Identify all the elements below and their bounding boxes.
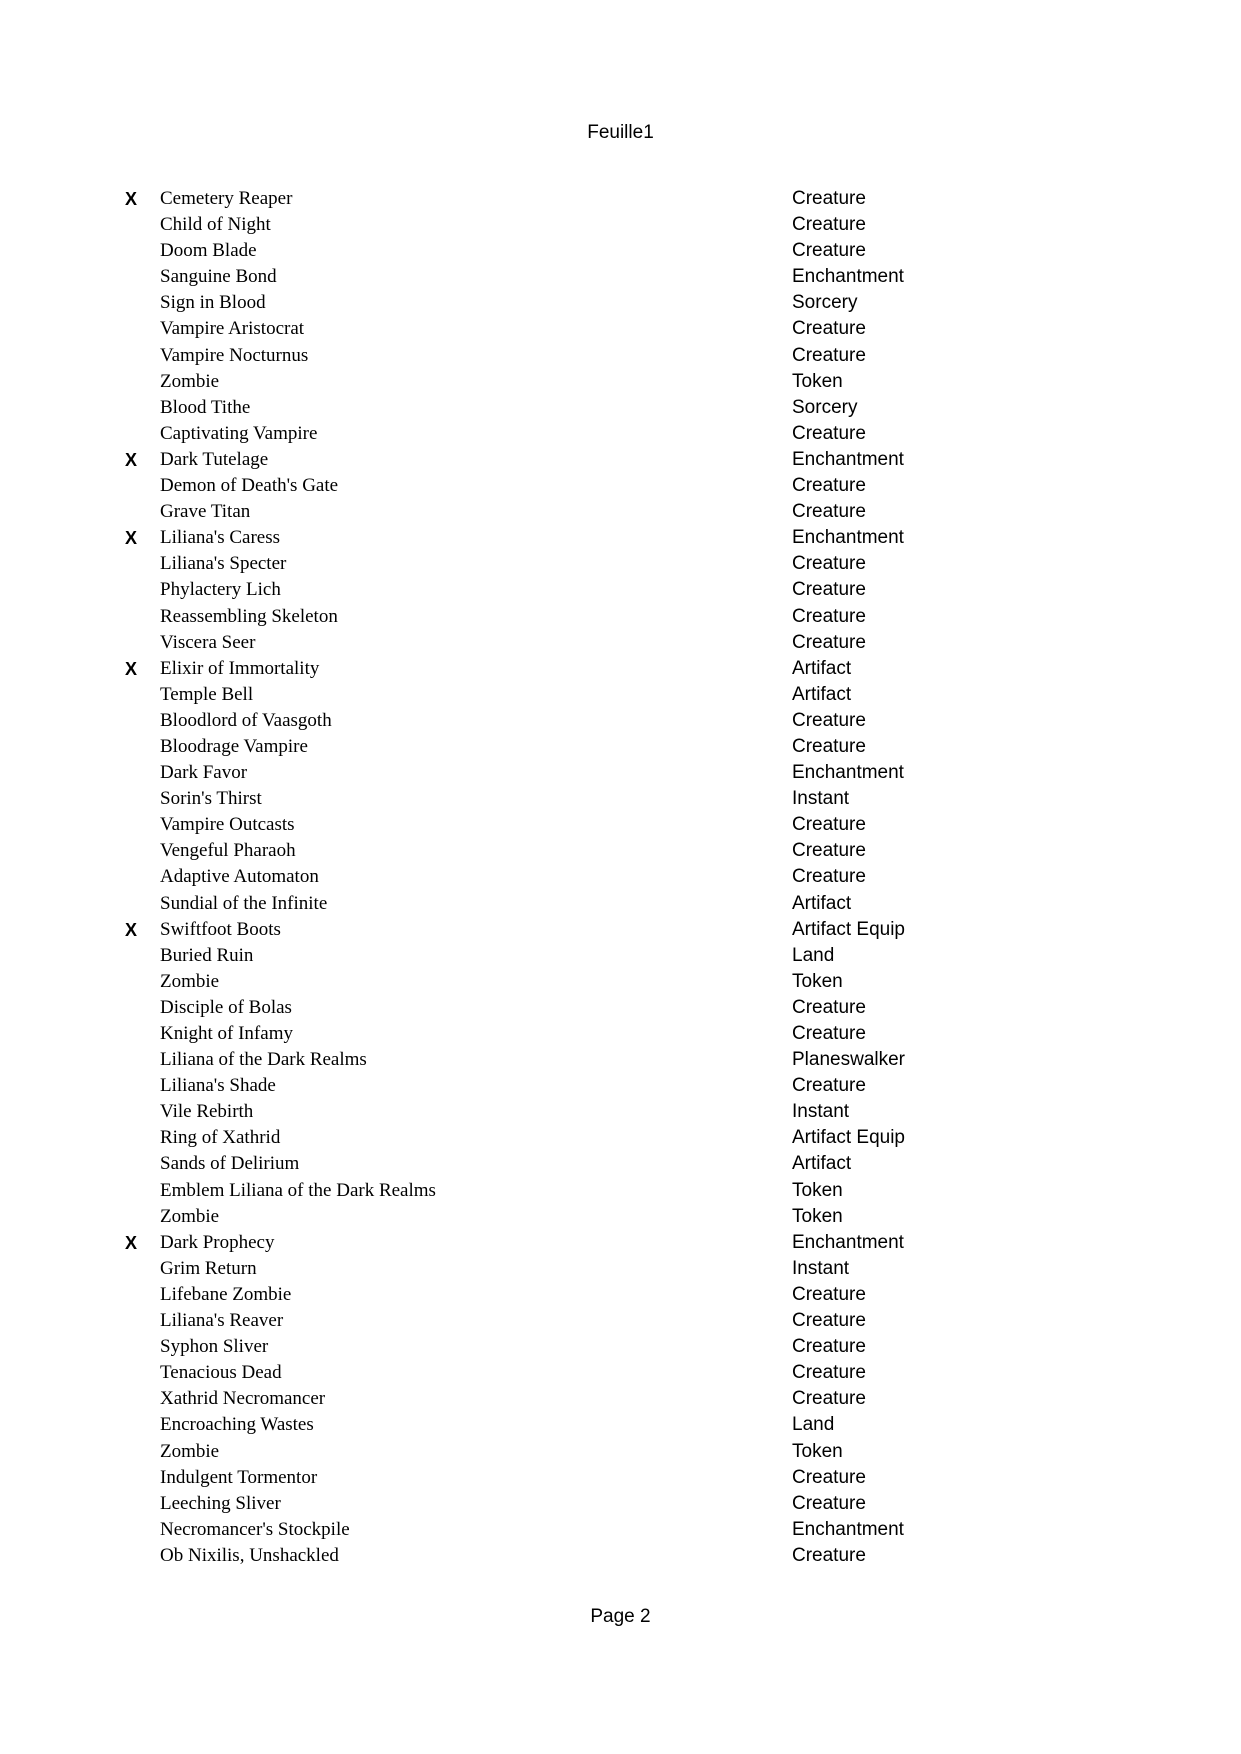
table-row bbox=[0, 1439, 1241, 1465]
card-type: Creature bbox=[792, 318, 866, 340]
table-row bbox=[0, 343, 1241, 369]
table-row bbox=[0, 1386, 1241, 1412]
table-row bbox=[0, 1334, 1241, 1360]
table-row bbox=[0, 1517, 1241, 1543]
checked-mark: X bbox=[125, 189, 138, 209]
card-type: Instant bbox=[792, 1101, 850, 1123]
card-type: Creature bbox=[792, 475, 866, 497]
card-type: Artifact bbox=[792, 1153, 852, 1175]
card-name: Elixir of Immortality bbox=[160, 657, 320, 679]
table-row bbox=[0, 917, 1241, 943]
card-name: Ob Nixilis, Unshackled bbox=[160, 1544, 339, 1566]
table-row bbox=[0, 551, 1241, 577]
card-type: Enchantment bbox=[792, 1231, 904, 1253]
card-type: Token bbox=[792, 1440, 843, 1462]
table-row bbox=[0, 1465, 1241, 1491]
table-row bbox=[0, 447, 1241, 473]
card-type: Artifact bbox=[792, 892, 852, 914]
card-type: Creature bbox=[792, 240, 866, 262]
table-row bbox=[0, 1491, 1241, 1517]
card-name: Leeching Sliver bbox=[160, 1492, 281, 1514]
card-name: Sands of Delirium bbox=[160, 1153, 300, 1175]
table-row bbox=[0, 238, 1241, 264]
table-row bbox=[0, 1360, 1241, 1386]
table-row bbox=[0, 1178, 1241, 1204]
card-name: Grim Return bbox=[160, 1257, 257, 1279]
table-row bbox=[0, 1308, 1241, 1334]
card-name: Phylactery Lich bbox=[160, 579, 281, 601]
card-name: Swiftfoot Boots bbox=[160, 918, 281, 940]
card-type: Creature bbox=[792, 501, 866, 523]
card-name: Sanguine Bond bbox=[160, 266, 277, 288]
checked-mark: X bbox=[125, 449, 138, 470]
card-name: Grave Titan bbox=[160, 501, 251, 523]
card-type: Creature bbox=[792, 709, 866, 731]
card-name: Vampire Nocturnus bbox=[160, 344, 309, 366]
table-row bbox=[0, 995, 1241, 1021]
card-name: Vampire Outcasts bbox=[160, 814, 295, 836]
card-type: Creature bbox=[792, 605, 866, 627]
table-row bbox=[0, 943, 1241, 969]
table-row bbox=[0, 838, 1241, 864]
card-type: Creature bbox=[792, 631, 866, 653]
table-row bbox=[0, 499, 1241, 525]
table-row bbox=[0, 1412, 1241, 1438]
card-name: Emblem Liliana of the Dark Realms bbox=[160, 1179, 436, 1201]
card-name: Dark Favor bbox=[160, 762, 248, 784]
card-name: Zombie bbox=[160, 970, 220, 992]
card-type: Creature bbox=[792, 1492, 866, 1514]
card-type: Instant bbox=[792, 1257, 850, 1279]
card-type: Enchantment bbox=[792, 762, 904, 784]
checked-mark: X bbox=[125, 1232, 138, 1253]
card-type: Artifact Equip bbox=[792, 918, 905, 940]
card-name: Temple Bell bbox=[160, 683, 254, 705]
card-name: Dark Tutelage bbox=[160, 448, 269, 470]
card-type: Token bbox=[792, 970, 843, 992]
card-type: Creature bbox=[792, 344, 866, 366]
card-type: Token bbox=[792, 1179, 843, 1201]
table-row bbox=[0, 864, 1241, 890]
card-type: Instant bbox=[792, 788, 850, 810]
table-row bbox=[0, 656, 1241, 682]
card-name: Lifebane Zombie bbox=[160, 1283, 292, 1305]
card-name: Buried Ruin bbox=[160, 944, 254, 966]
table-row bbox=[0, 760, 1241, 786]
table-row bbox=[0, 473, 1241, 499]
table-row bbox=[0, 812, 1241, 838]
table-row bbox=[0, 708, 1241, 734]
card-type: Creature bbox=[792, 814, 866, 836]
card-name: Disciple of Bolas bbox=[160, 996, 292, 1018]
card-name: Syphon Sliver bbox=[160, 1336, 269, 1358]
card-name: Viscera Seer bbox=[160, 631, 256, 653]
table-row bbox=[0, 186, 1241, 212]
card-name: Liliana's Specter bbox=[160, 553, 287, 575]
card-type: Creature bbox=[792, 1075, 866, 1097]
card-type: Creature bbox=[792, 1466, 866, 1488]
card-type: Creature bbox=[792, 996, 866, 1018]
card-name: Zombie bbox=[160, 1440, 220, 1462]
table-row bbox=[0, 316, 1241, 342]
card-name: Liliana's Reaver bbox=[160, 1310, 284, 1332]
card-type: Planeswalker bbox=[792, 1049, 905, 1071]
table-row bbox=[0, 1230, 1241, 1256]
table-row bbox=[0, 369, 1241, 395]
card-type: Creature bbox=[792, 553, 866, 575]
card-type: Sorcery bbox=[792, 292, 858, 314]
table-row bbox=[0, 525, 1241, 551]
card-name: Reassembling Skeleton bbox=[160, 605, 338, 627]
table-row bbox=[0, 1047, 1241, 1073]
card-name: Doom Blade bbox=[160, 240, 257, 262]
card-name: Captivating Vampire bbox=[160, 422, 318, 444]
card-type: Creature bbox=[792, 579, 866, 601]
table-row bbox=[0, 1073, 1241, 1099]
card-type: Enchantment bbox=[792, 266, 904, 288]
card-name: Ring of Xathrid bbox=[160, 1127, 281, 1149]
card-type: Creature bbox=[792, 1023, 866, 1044]
page-number-footer: Page 2 bbox=[590, 1606, 651, 1627]
table-row bbox=[0, 786, 1241, 812]
card-type: Sorcery bbox=[792, 396, 858, 418]
card-name: Zombie bbox=[160, 1205, 220, 1227]
card-type: Artifact Equip bbox=[792, 1127, 905, 1149]
table-row bbox=[0, 1543, 1241, 1569]
card-type: Creature bbox=[792, 840, 866, 862]
card-table bbox=[0, 186, 1241, 1569]
card-type: Creature bbox=[792, 1362, 866, 1384]
card-type: Artifact bbox=[792, 657, 852, 679]
card-type: Enchantment bbox=[792, 527, 904, 549]
card-type: Creature bbox=[792, 866, 866, 888]
sheet-title: Feuille1 bbox=[587, 122, 654, 143]
card-name: Blood Tithe bbox=[160, 396, 251, 418]
table-row bbox=[0, 1021, 1241, 1047]
table-row bbox=[0, 1282, 1241, 1308]
card-name: Demon of Death's Gate bbox=[160, 475, 339, 497]
card-type: Creature bbox=[792, 214, 866, 236]
card-type: Artifact bbox=[792, 683, 852, 705]
checked-mark: X bbox=[125, 658, 138, 679]
card-type: Creature bbox=[792, 1310, 866, 1332]
card-name: Liliana of the Dark Realms bbox=[160, 1049, 367, 1071]
card-name: Cemetery Reaper bbox=[160, 188, 293, 209]
card-name: Sorin's Thirst bbox=[160, 788, 262, 810]
card-name: Child of Night bbox=[160, 214, 271, 236]
card-name: Dark Prophecy bbox=[160, 1231, 275, 1253]
table-row bbox=[0, 682, 1241, 708]
table-row bbox=[0, 604, 1241, 630]
table-row bbox=[0, 1099, 1241, 1125]
card-type: Creature bbox=[792, 735, 866, 757]
table-row bbox=[0, 395, 1241, 421]
table-row bbox=[0, 1151, 1241, 1177]
card-name: Necromancer's Stockpile bbox=[160, 1518, 350, 1540]
card-name: Liliana's Caress bbox=[160, 527, 281, 549]
checked-mark: X bbox=[125, 528, 138, 549]
table-row bbox=[0, 1125, 1241, 1151]
table-row bbox=[0, 891, 1241, 917]
table-row bbox=[0, 969, 1241, 995]
card-type: Enchantment bbox=[792, 1518, 904, 1540]
card-type: Land bbox=[792, 1414, 835, 1436]
card-name: Tenacious Dead bbox=[160, 1362, 282, 1384]
card-type: Token bbox=[792, 370, 843, 392]
card-name: Liliana's Shade bbox=[160, 1075, 276, 1097]
card-name: Encroaching Wastes bbox=[160, 1414, 314, 1436]
card-type: Enchantment bbox=[792, 448, 904, 470]
card-name: Sundial of the Infinite bbox=[160, 892, 328, 914]
checked-mark: X bbox=[125, 919, 138, 940]
card-type: Creature bbox=[792, 422, 866, 444]
table-row bbox=[0, 290, 1241, 316]
card-name: Adaptive Automaton bbox=[160, 866, 319, 888]
table-row bbox=[0, 734, 1241, 760]
card-name: Bloodrage Vampire bbox=[160, 735, 308, 757]
card-name: Zombie bbox=[160, 370, 220, 392]
table-row bbox=[0, 1204, 1241, 1230]
table-row bbox=[0, 212, 1241, 238]
card-name: Vile Rebirth bbox=[160, 1101, 254, 1123]
card-type: Land bbox=[792, 944, 835, 966]
card-type: Creature bbox=[792, 1544, 866, 1566]
card-type: Creature bbox=[792, 1388, 866, 1410]
card-name: Vampire Aristocrat bbox=[160, 318, 305, 340]
table-row bbox=[0, 421, 1241, 447]
card-type: Creature bbox=[792, 1336, 866, 1358]
card-type: Creature bbox=[792, 1283, 866, 1305]
table-row bbox=[0, 1256, 1241, 1282]
card-name: Sign in Blood bbox=[160, 292, 266, 314]
card-name: Bloodlord of Vaasgoth bbox=[160, 709, 332, 731]
table-row bbox=[0, 630, 1241, 656]
card-name: Indulgent Tormentor bbox=[160, 1466, 318, 1488]
card-name: Vengeful Pharaoh bbox=[160, 840, 296, 862]
table-row bbox=[0, 577, 1241, 603]
table-row bbox=[0, 264, 1241, 290]
card-type: Token bbox=[792, 1205, 843, 1227]
card-name: Knight of Infamy bbox=[160, 1023, 293, 1044]
card-name: Xathrid Necromancer bbox=[160, 1388, 326, 1410]
card-type: Creature bbox=[792, 188, 866, 209]
